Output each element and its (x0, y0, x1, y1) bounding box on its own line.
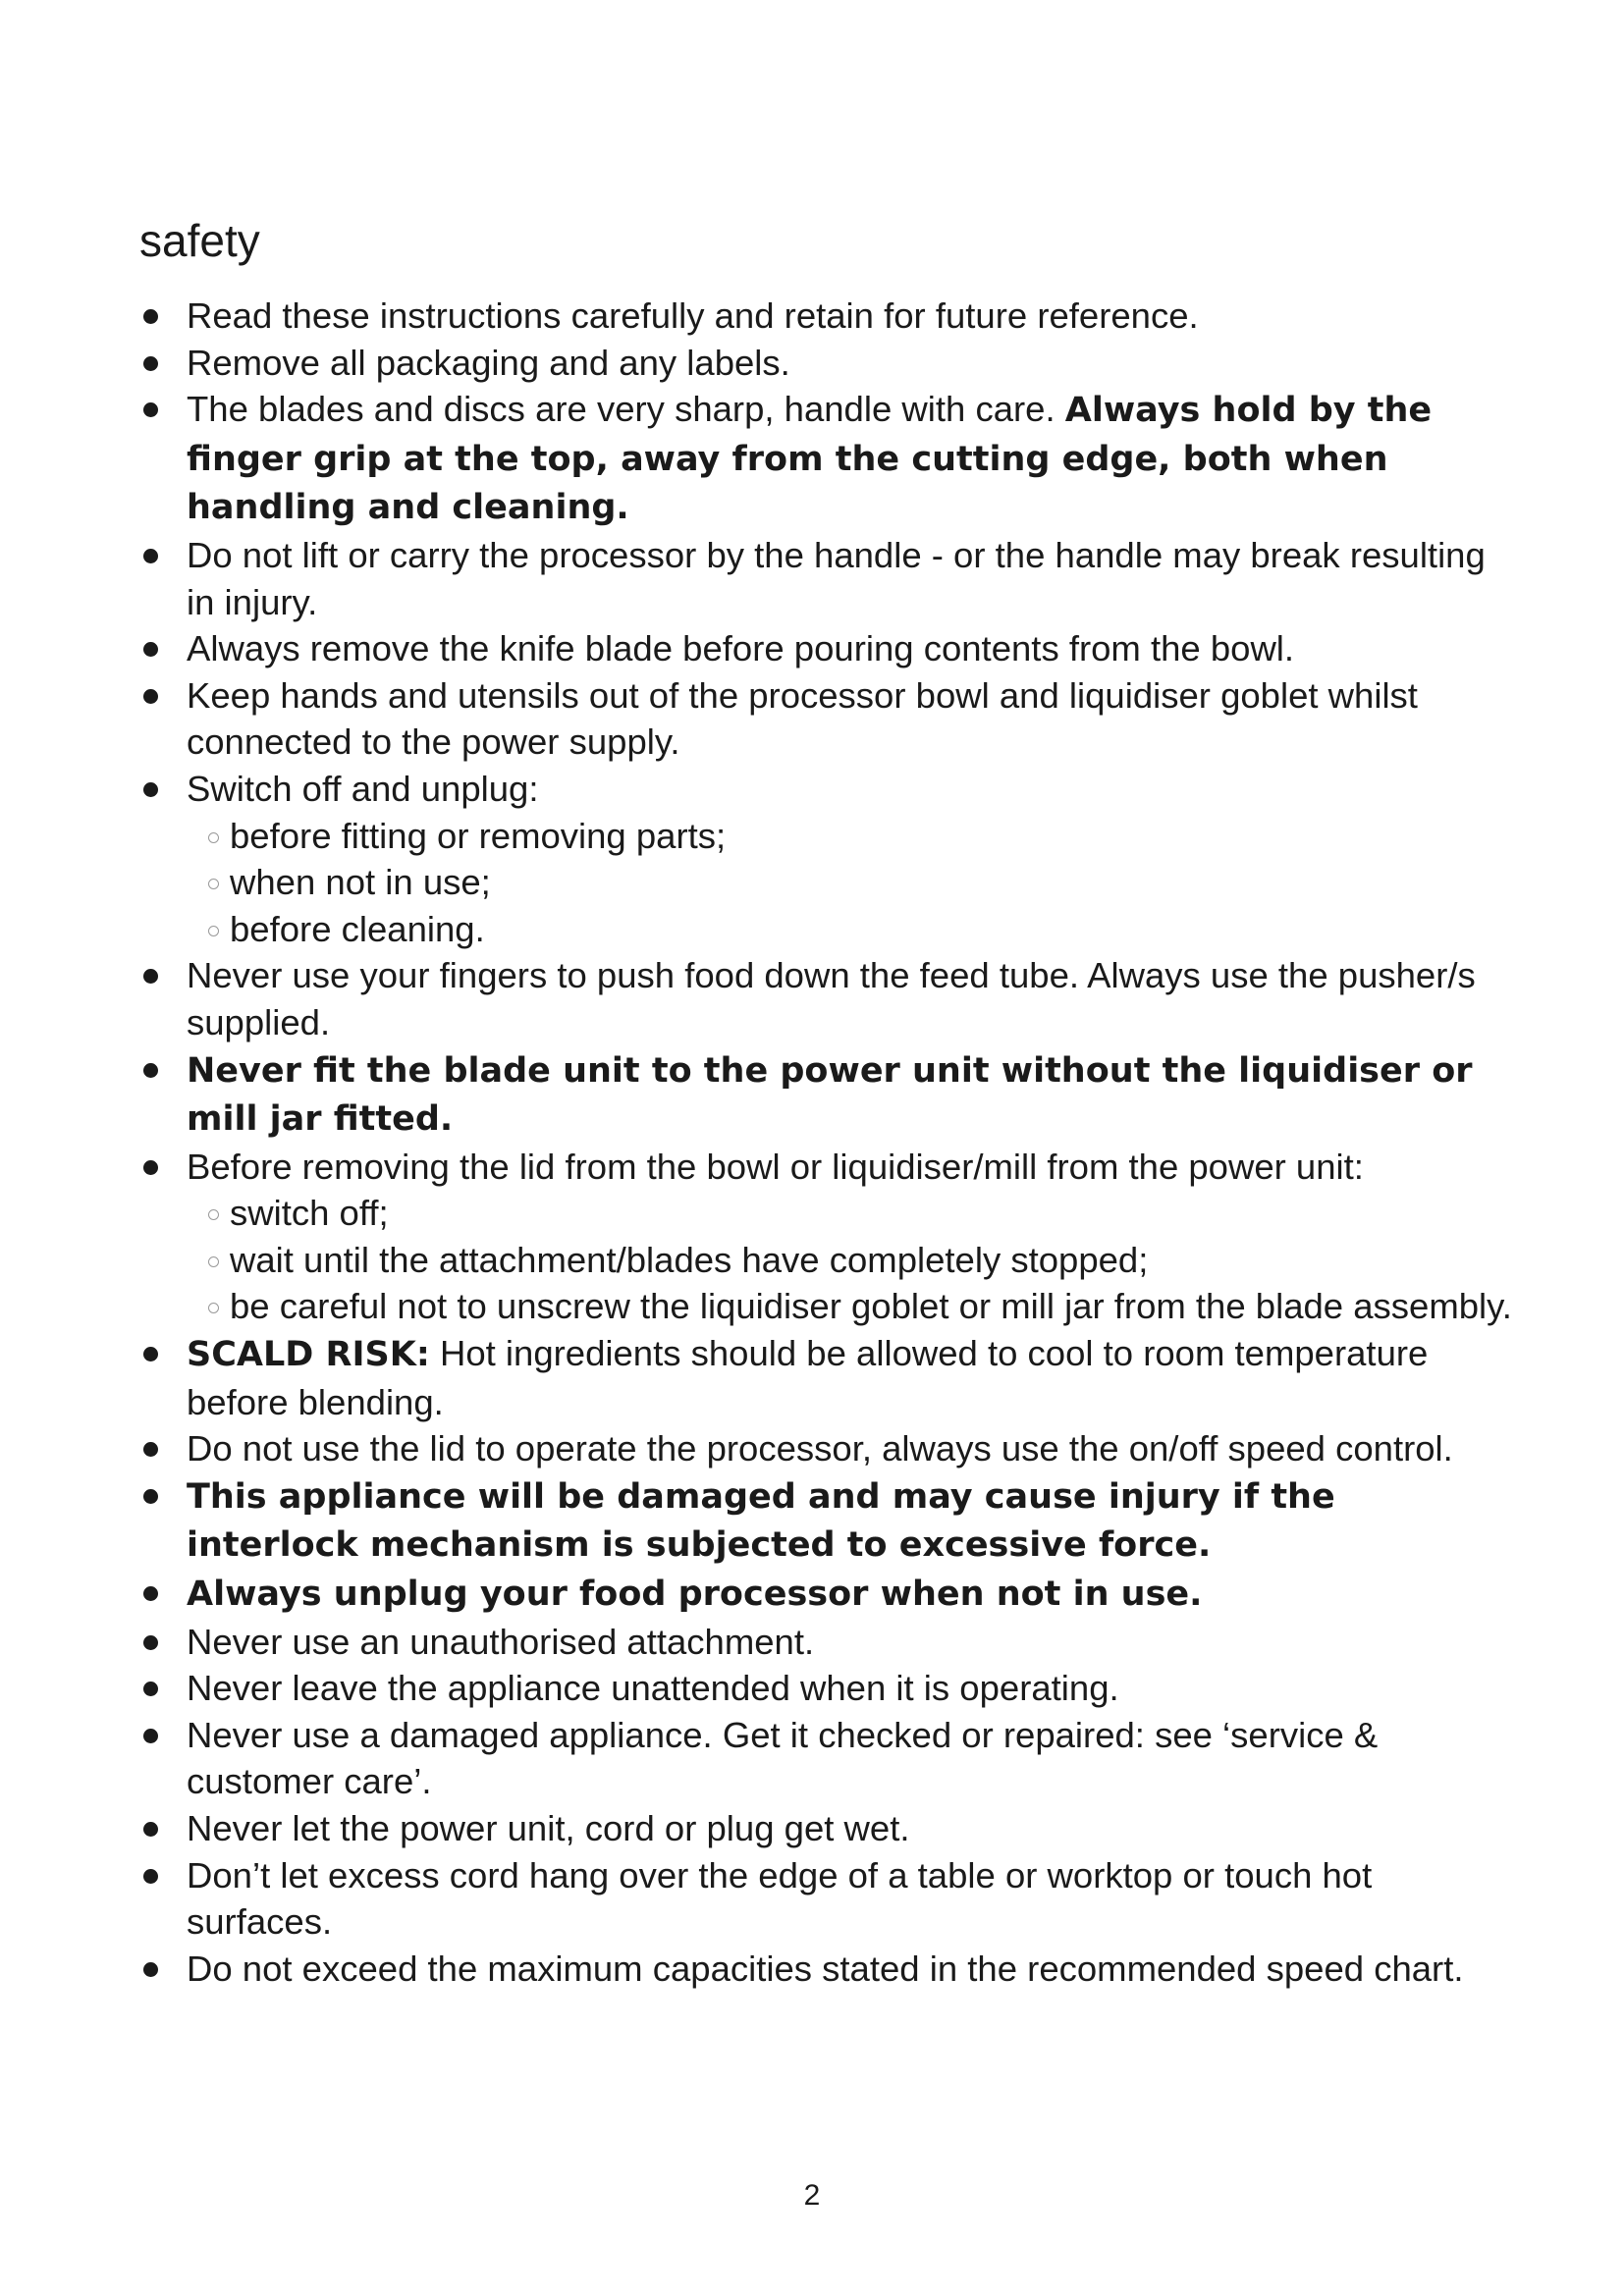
page-title: safety (139, 215, 260, 266)
bullet-icon (143, 1822, 158, 1837)
sub-item: when not in use; (187, 859, 1512, 906)
sub-list (187, 1190, 1512, 1330)
safety-item: SCALD RISK: Hot ingredients should be allowed to cool to room temperature before blending. (137, 1330, 1512, 1425)
safety-item: Remove all packaging and any labels. (137, 340, 1512, 387)
bullet-icon (143, 1635, 158, 1650)
sub-item: before cleaning. (187, 906, 1512, 953)
bullet-icon (143, 782, 158, 797)
sub-bullet-icon (208, 832, 219, 843)
bullet-icon (143, 1729, 158, 1743)
sub-bullet-icon (208, 1209, 219, 1220)
bullet-icon (143, 402, 158, 417)
sub-bullet-icon (208, 879, 219, 889)
sub-item: switch off; (187, 1190, 1512, 1237)
safety-item: Read these instructions carefully and retain for future reference. (137, 293, 1512, 340)
safety-item: Always unplug your food processor when not in use. (137, 1570, 1512, 1619)
safety-item: Never use an unauthorised attachment. (137, 1619, 1512, 1666)
bullet-icon (143, 1489, 158, 1504)
bullet-icon (143, 969, 158, 984)
sub-item: wait until the attachment/blades have completely stopped; (187, 1237, 1512, 1284)
bullet-icon (143, 1682, 158, 1696)
safety-item: Before removing the lid from the bowl or liquidiser/mill from the power unit: switch off; wait until the attachment/blades have completely stopped; be careful not to unscrew the liquidiser goblet or mill jar from the blade assembly. (137, 1144, 1512, 1330)
safety-item: Never use a damaged appliance. Get it checked or repaired: see ‘service & customer care’. (137, 1712, 1512, 1805)
safety-item: This appliance will be damaged and may cause injury if the interlock mechanism is subjected to excessive force. (137, 1472, 1512, 1570)
sub-bullet-icon (208, 1256, 219, 1267)
safety-item: Never leave the appliance unattended when it is operating. (137, 1665, 1512, 1712)
safety-item: Keep hands and utensils out of the processor bowl and liquidiser goblet whilst connected to the power supply. (137, 672, 1512, 766)
bullet-icon (143, 1442, 158, 1457)
sub-bullet-icon (208, 1303, 219, 1313)
safety-item: Always remove the knife blade before pouring contents from the bowl. (137, 625, 1512, 672)
bullet-icon (143, 642, 158, 657)
bullet-icon (143, 1962, 158, 1977)
bullet-icon (143, 1869, 158, 1884)
bullet-icon (143, 689, 158, 704)
safety-item: Don’t let excess cord hang over the edge of a table or worktop or touch hot surfaces. (137, 1852, 1512, 1946)
bullet-icon (143, 549, 158, 563)
safety-list (137, 293, 1512, 1992)
safety-item: Do not lift or carry the processor by the handle - or the handle may break resulting in injury. (137, 532, 1512, 625)
safety-item: Never use your fingers to push food down the feed tube. Always use the pusher/s supplied. (137, 952, 1512, 1045)
safety-item: Never fit the blade unit to the power unit without the liquidiser or mill jar fitted. (137, 1046, 1512, 1144)
safety-item: Never let the power unit, cord or plug get wet. (137, 1805, 1512, 1852)
sub-bullet-icon (208, 926, 219, 936)
sub-item: before fitting or removing parts; (187, 813, 1512, 860)
safety-item: Switch off and unplug: before fitting or removing parts; when not in use; before cleaning. (137, 766, 1512, 952)
bullet-icon (143, 356, 158, 371)
bullet-icon (143, 309, 158, 324)
bullet-icon (143, 1347, 158, 1362)
page-number: 2 (803, 2179, 821, 2212)
bullet-icon (143, 1160, 158, 1175)
safety-item: The blades and discs are very sharp, handle with care. Always hold by the finger grip at the top, away from the cutting edge, both when handling and cleaning. (137, 386, 1512, 532)
bullet-icon (143, 1586, 158, 1601)
bullet-icon (143, 1063, 158, 1078)
sub-item: be careful not to unscrew the liquidiser goblet or mill jar from the blade assembly. (187, 1283, 1512, 1330)
safety-item: Do not exceed the maximum capacities stated in the recommended speed chart. (137, 1946, 1512, 1993)
sub-list (187, 813, 1512, 953)
safety-item: Do not use the lid to operate the processor, always use the on/off speed control. (137, 1425, 1512, 1472)
